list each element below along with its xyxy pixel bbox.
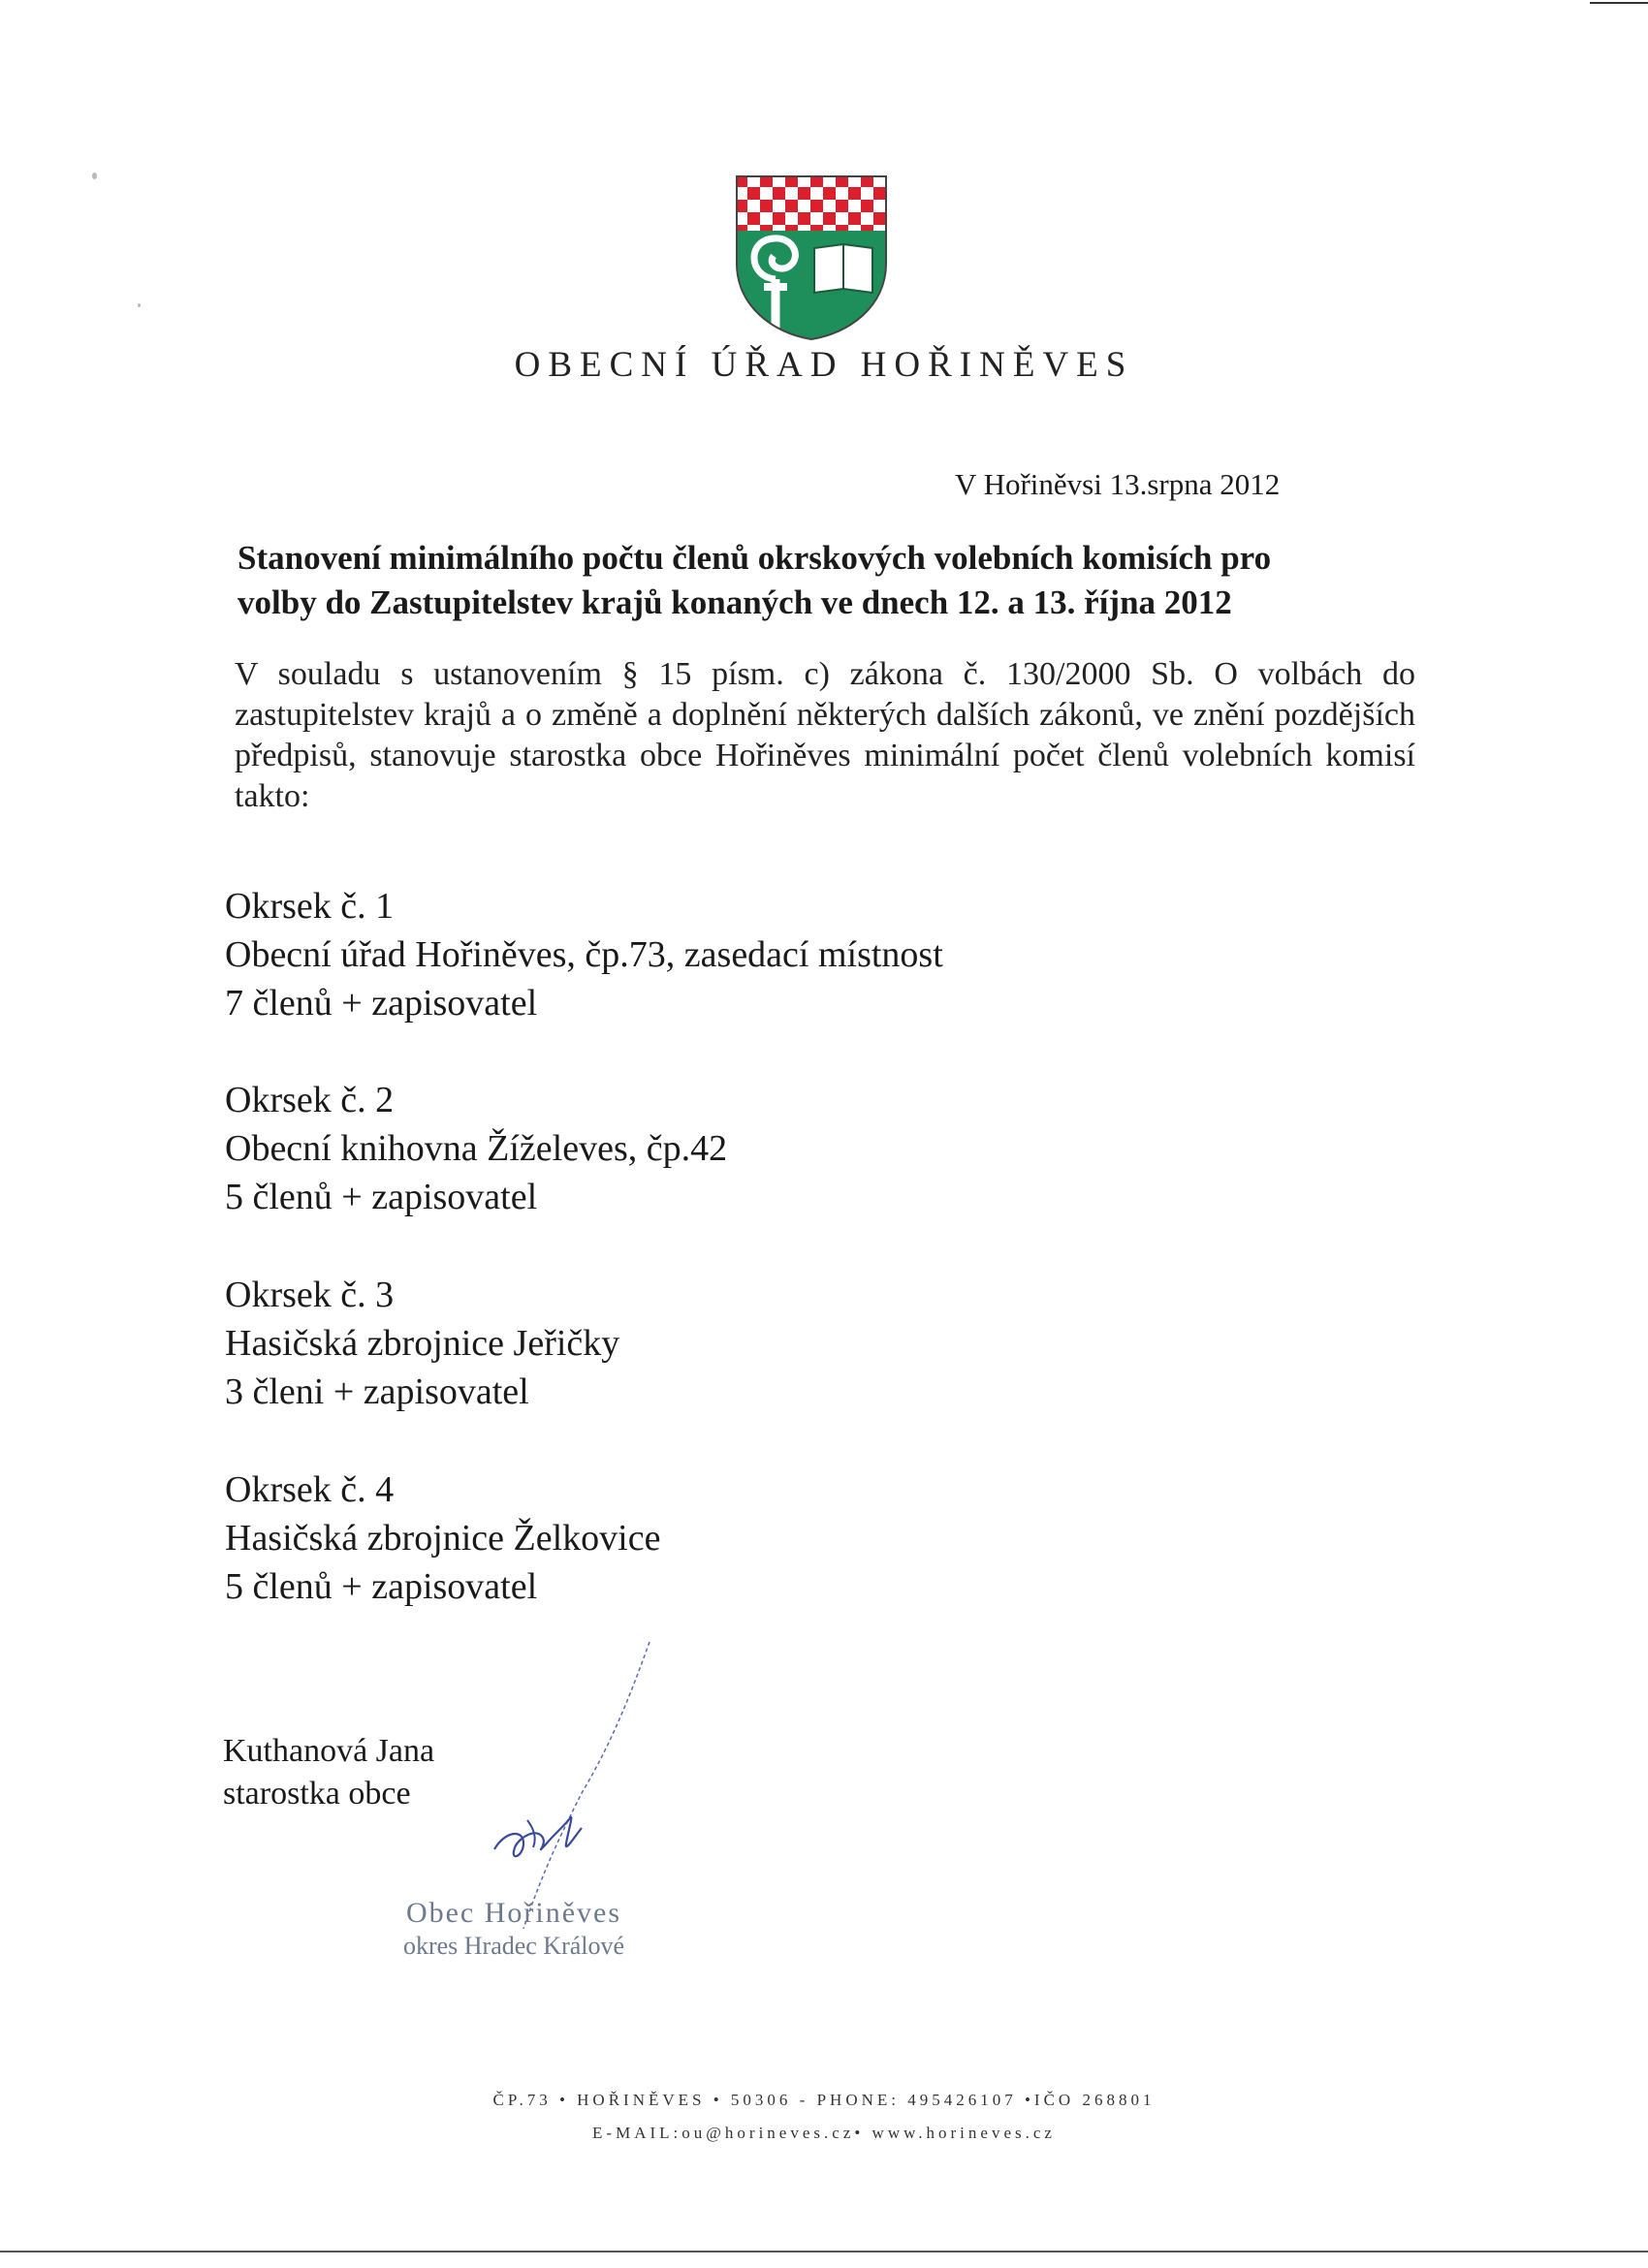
district-place: Obecní úřad Hořiněves, čp.73, zasedací místnost [225,934,943,975]
district-place: Obecní knihovna Žíželeves, čp.42 [225,1128,728,1169]
district-heading: Okrsek č. 1 [225,886,395,927]
district-block-1 [225,882,943,1027]
handwritten-signature [465,1638,708,1938]
scan-edge-line-bottom [0,2251,1648,2252]
signer-name: Kuthanová Jana [223,1733,435,1769]
stamp-line: okres Hradec Králové [402,1932,625,1960]
district-place: Hasičská zbrojnice Jeřičky [225,1323,620,1364]
district-block-2 [225,1076,727,1221]
letter-intro: V souladu s ustanovením § 15 písm. c) zákona č. 130/2000 Sb. O volbách do zastupitelstev krajů a o změně a doplnění některých dalších zákonů, ve znění pozdějších předpisů, stanovuje starostka obce Hořiněves minimální počet členů volebních komisí takto: [235,656,1415,814]
district-members: 3 členi + zapisovatel [225,1371,529,1412]
footer-address: ČP.73 • HOŘINĚVES • 50306 - PHONE: 495426107 •IČO 268801 [492,2091,1156,2109]
district-heading: Okrsek č. 2 [225,1080,395,1120]
district-members: 5 členů + zapisovatel [225,1566,538,1607]
scan-speck [92,173,97,179]
district-heading: Okrsek č. 3 [225,1275,395,1315]
letter-title-line: Stanovení minimálního počtu členů okrskových volebních komisích pro [238,539,1272,577]
district-members: 7 členů + zapisovatel [225,983,538,1024]
coat-of-arms-icon [735,174,888,341]
signer-role: starostka obce [223,1776,411,1811]
district-block-3 [225,1271,619,1416]
signer-block [223,1730,434,1815]
letter-title-line: volby do Zastupitelstev krajů konaných ve dnech 12. a 13. října 2012 [238,583,1232,621]
letter-date: V Hořiněvsi 13.srpna 2012 [955,467,1281,501]
scan-speck [138,303,141,307]
office-name: OBECNÍ ÚŘAD HOŘINĚVES [514,345,1134,385]
stamp-line: Obec Hořiněves [405,1897,622,1929]
scan-edge-line-top [1590,2,1648,4]
official-stamp [349,1897,679,1961]
district-block-4 [225,1465,660,1611]
district-place: Hasičská zbrojnice Želkovice [225,1518,661,1559]
district-heading: Okrsek č. 4 [225,1469,395,1510]
footer-contact: E-MAIL:ou@horineves.cz• www.horineves.cz [592,2124,1056,2142]
letter-title [238,536,1420,625]
district-members: 5 členů + zapisovatel [225,1177,538,1217]
